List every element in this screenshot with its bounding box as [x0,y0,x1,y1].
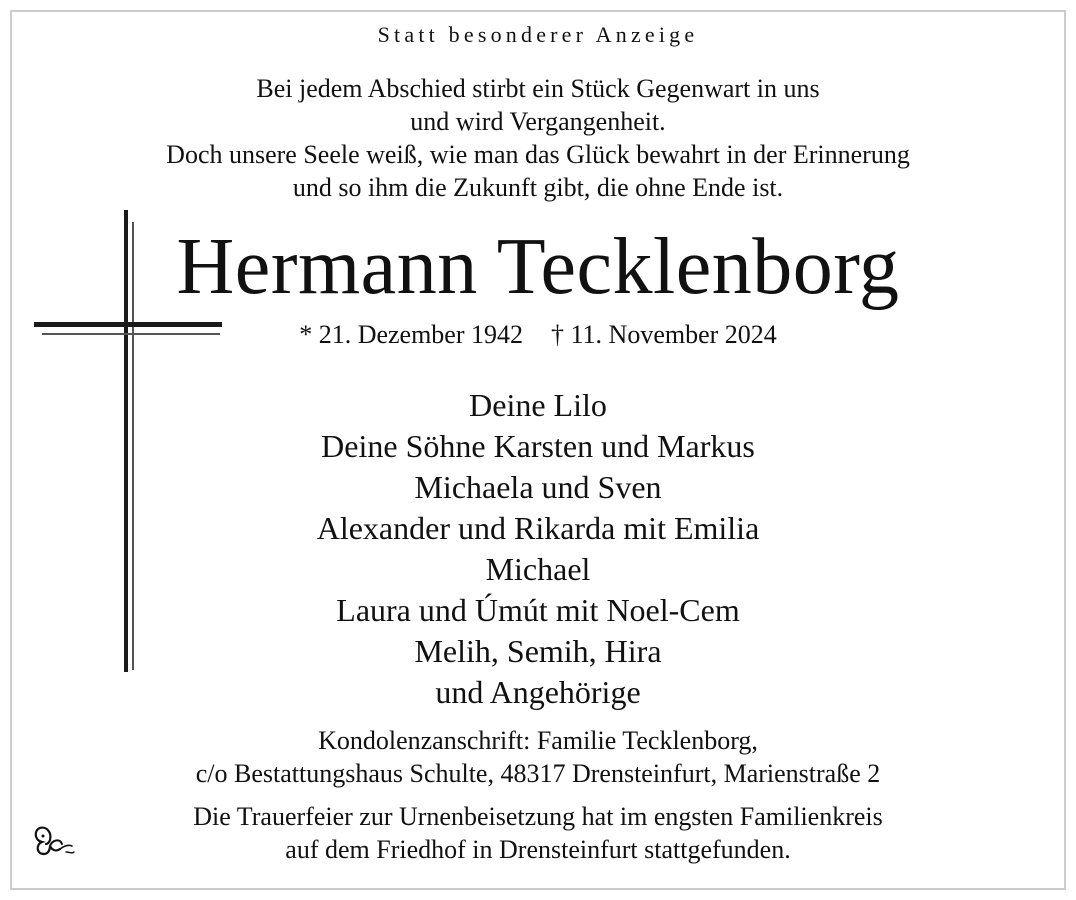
birth-date: * 21. Dezember 1942 [299,320,524,349]
ceremony-line-1: Die Trauerfeier zur Urnenbeisetzung hat im engsten Familienkreis [193,802,883,831]
family-line-7: Melih, Semih, Hira [414,633,662,669]
notice-header: Statt besonderer Anzeige [377,22,699,47]
family-line-3: Michaela und Sven [414,469,662,505]
family-line-8: und Angehörige [435,674,641,710]
poem-line-1: Bei jedem Abschied stirbt ein Stück Gegenwart in uns [256,74,820,103]
poem-line-2: und wird Vergangenheit. [410,107,666,136]
butterfly-logo-icon [30,822,80,866]
ceremony-line-2: auf dem Friedhof in Drensteinfurt stattgefunden. [285,835,791,864]
family-line-6: Laura und Úmút mit Noel-Cem [336,592,740,628]
life-dates [0,320,1076,350]
condolence-line-1: Kondolenzanschrift: Familie Tecklenborg, [318,726,758,755]
death-date: † 11. November 2024 [551,320,777,349]
poem-line-4: und so ihm die Zukunft gibt, die ohne Ende ist. [292,173,784,202]
deceased-name: Hermann Tecklenborg [176,223,900,311]
family-line-2: Deine Söhne Karsten und Markus [321,428,755,464]
family-line-1: Deine Lilo [469,387,607,423]
condolence-line-2: c/o Bestattungshaus Schulte, 48317 Drensteinfurt, Marienstraße 2 [195,759,881,788]
family-line-5: Michael [485,551,591,587]
poem-line-3: Doch unsere Seele weiß, wie man das Glück bewahrt in der Erinnerung [166,140,910,169]
family-line-4: Alexander und Rikarda mit Emilia [316,510,760,546]
